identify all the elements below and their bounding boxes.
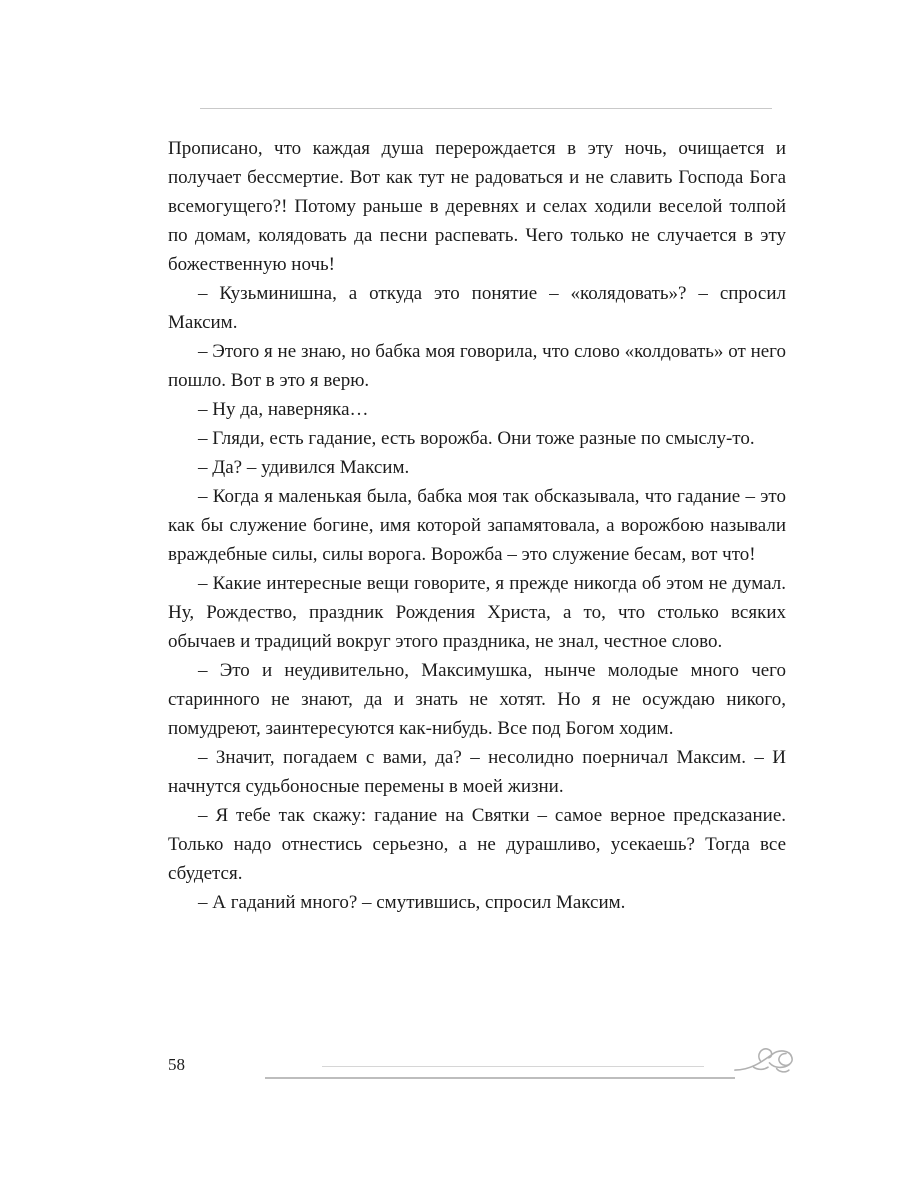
top-divider-rule bbox=[200, 108, 772, 109]
paragraph: – Этого я не знаю, но бабка моя говорила, что слово «колдовать» от него пошло. Вот в это я верю. bbox=[168, 341, 786, 391]
paragraph: – Когда я маленькая была, бабка моя так обсказывала, что гадание – это как бы служение богине, имя которой запамятовала, а ворожбою называли враждебные силы, силы ворога. Ворожба – это служение бесам, вот что! bbox=[168, 486, 786, 565]
paragraph: – А гаданий много? – смутившись, спросил Максим. bbox=[198, 892, 626, 913]
footer-divider-rule-bottom bbox=[265, 1077, 735, 1079]
page-number: 58 bbox=[168, 1055, 185, 1074]
footer-divider-rule-top bbox=[322, 1066, 704, 1067]
paragraph: Прописано, что каждая душа перерождается в эту ночь, очищается и получает бессмертие. Вот как тут не радоваться и не славить Господа Бога всемогущего?! Потому раньше в деревнях и селах ходили веселой толпой по домам, колядовать да песни распевать. Чего только не случается в эту божественную ночь! bbox=[168, 138, 786, 275]
paragraph: – Ну да, наверняка… bbox=[198, 399, 369, 420]
paragraph: – Какие интересные вещи говорите, я прежде никогда об этом не думал. Ну, Рождество, праздник Рождения Христа, а то, что столько всяких обычаев и традиций вокруг этого праздника, не знал, честное слово. bbox=[168, 573, 786, 652]
floral-flourish-icon bbox=[732, 1036, 804, 1084]
paragraph: – Я тебе так скажу: гадание на Святки – самое верное предсказание. Только надо отнестись серьезно, а не дурашливо, усекаешь? Тогда все сбудется. bbox=[168, 805, 786, 884]
body-text bbox=[168, 134, 786, 917]
paragraph: – Гляди, есть гадание, есть ворожба. Они тоже разные по смыслу-то. bbox=[198, 428, 755, 449]
paragraph: – Это и неудивительно, Максимушка, нынче молодые много чего старинного не знают, да и знать не хотят. Но я не осуждаю никого, помудреют, заинтересуются как-нибудь. Все под Богом ходим. bbox=[168, 660, 786, 739]
paragraph: – Значит, погадаем с вами, да? – несолидно поерничал Максим. – И начнутся судьбоносные перемены в моей жизни. bbox=[168, 747, 786, 797]
paragraph: – Да? – удивился Максим. bbox=[198, 457, 410, 478]
paragraph: – Кузьминишна, а откуда это понятие – «колядовать»? – спросил Максим. bbox=[168, 283, 786, 333]
